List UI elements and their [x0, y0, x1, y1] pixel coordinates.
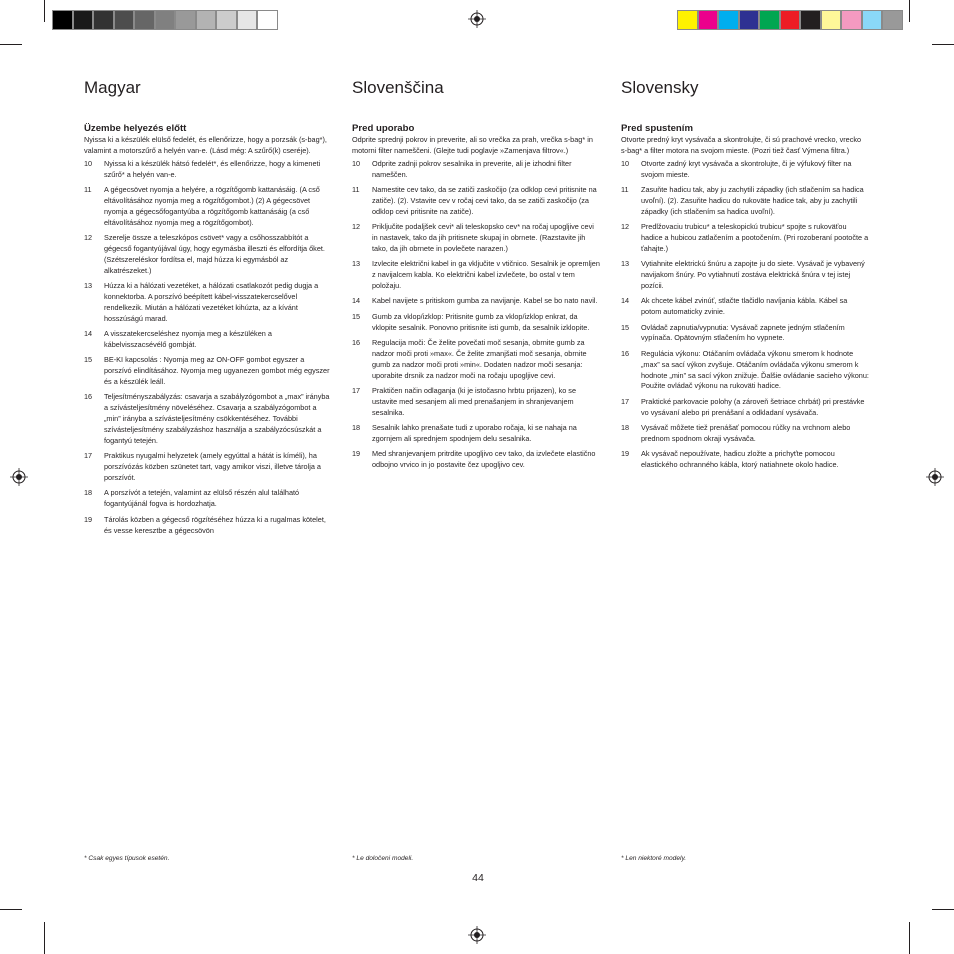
- instruction-item: [621, 296, 869, 318]
- instruction-item: [352, 296, 600, 307]
- item-number: 15: [84, 355, 93, 365]
- color-swatch: [73, 10, 94, 30]
- item-text: Predlžovaciu trubicu* a teleskopickú trubicu* spojte s rukoväťou hadice a hubicou zatlačením a pootočením. (Pri rozoberaní pootočte a ťahajte.): [641, 222, 869, 253]
- instruction-item: [352, 222, 600, 255]
- item-number: 11: [621, 185, 629, 195]
- item-text: Gumb za vklop/izklop: Pritisnite gumb za vklop/izklop enkrat, da vklopite sesalnik. Ponovno pritisnite isti gumb, da sesalnik izklopite.: [372, 311, 590, 332]
- color-swatch: [114, 10, 135, 30]
- item-text: Ak vysávač nepoužívate, hadicu zložte a prichyťte pomocou elastického ochranného kábla, ktorý natiahnete okolo hadice.: [641, 449, 839, 470]
- color-swatch: [257, 10, 278, 30]
- item-text: A visszatekercseléshez nyomja meg a készüléken a kábelvisszacsévélő gombját.: [104, 329, 272, 349]
- color-swatch: [698, 10, 719, 30]
- item-text: Izvlecite električni kabel in ga vključite v vtičnico. Sesalnik je opremljen z navijalcem kabla. Ko električni kabel izvlečete, bo ostal v tem položaju.: [372, 259, 600, 291]
- instruction-item: [84, 355, 332, 388]
- instruction-item: [352, 312, 600, 334]
- item-number: 16: [352, 337, 361, 347]
- instruction-item: [621, 159, 869, 181]
- color-swatch: [677, 10, 698, 30]
- item-number: 18: [621, 422, 630, 432]
- item-text: Praktické parkovacie polohy (a zároveň šetriace chrbát) pri prestávke vo vysávaní alebo pri prenášaní a odkladaní vysávača.: [641, 396, 865, 417]
- section-heading: Üzembe helyezés előtt: [84, 123, 187, 134]
- footnote: * Len niektoré modely.: [621, 855, 687, 862]
- page-number: 44: [472, 872, 484, 884]
- item-number: 17: [84, 451, 93, 461]
- item-text: A porszívót a tetején, valamint az elülső részén alul található fogantyújánál fogva is hordozhatja.: [104, 488, 300, 509]
- color-swatch: [800, 10, 821, 30]
- item-number: 13: [352, 259, 361, 269]
- item-number: 16: [84, 392, 93, 402]
- process-color-calibration-bar: [677, 10, 903, 30]
- item-text: Otvorte zadný kryt vysávača a skontrolujte, či je výfukový filter na svojom mieste.: [641, 158, 852, 179]
- color-swatch: [862, 10, 883, 30]
- instruction-item: [84, 488, 332, 510]
- crop-mark: [0, 909, 22, 910]
- instruction-item: [621, 397, 869, 419]
- item-text: Teljesítményszabályzás: csavarja a szabályzógombot a „max” irányba a szívásteljesítmény növeléséhez. Csavarja a szabályzógombot a „min” irányba a szívásteljesítmény csökkentéséhez. További szívásteljesítmény szabályzáshoz használja a szabályzócsúszkát a fogantyú tetején.: [104, 392, 330, 445]
- color-swatch: [759, 10, 780, 30]
- intro-paragraph: Nyissa ki a készülék elülső fedelét, és ellenőrizze, hogy a porzsák (s-bag*), valamint a motorszűrő a helyén van-e. (Lásd még: A szűrő(k) cseréje).: [84, 135, 327, 155]
- instruction-item: [84, 233, 332, 277]
- instruction-list: [621, 159, 869, 471]
- item-number: 10: [352, 158, 361, 168]
- instruction-list: [352, 159, 600, 471]
- instruction-item: [621, 423, 869, 445]
- color-swatch: [780, 10, 801, 30]
- instruction-item: [84, 515, 332, 537]
- instruction-item: [84, 329, 332, 351]
- instruction-item: [352, 185, 600, 218]
- item-text: Regulacija moči: Če želite povečati moč sesanja, obrnite gumb za nadzor moči proti »max«. Če želite zmanjšati moč sesanja, obrnite gumb za nadzor moči proti »min«. Dodaten nadzor moči sesanja: uporabite drsnik za nadzor moči na ročaju upogljive cevi.: [372, 337, 587, 380]
- intro-paragraph: Odprite sprednji pokrov in preverite, ali so vrečka za prah, vrečka s-bag* in motorni filter nameščeni. (Glejte tudi poglavje »Zamenjava filtrov«.): [352, 135, 593, 155]
- item-text: Kabel navijete s pritiskom gumba za navijanje. Kabel se bo nato navil.: [372, 296, 598, 306]
- instruction-item: [352, 259, 600, 292]
- registration-mark-icon: [926, 468, 944, 486]
- instruction-item: [352, 159, 600, 181]
- item-text: Vysávač môžete tiež prenášať pomocou rúčky na vrchnom alebo prednom spodnom okraji vysávača.: [641, 422, 851, 443]
- item-number: 19: [621, 449, 630, 459]
- instruction-item: [621, 323, 869, 345]
- item-text: Regulácia výkonu: Otáčaním ovládača výkonu smerom k hodnote „max” sa sací výkon zvyšuje. Otáčaním ovládača výkonu smerom k hodnote „min” sa sací výkon znižuje. Ďalšie ovládanie sacieho výkonu: Použite ovládač výkonu na rukoväti hadice.: [641, 348, 869, 391]
- item-text: Odprite zadnji pokrov sesalnika in preverite, ali je izhodni filter nameščen.: [372, 158, 572, 179]
- instruction-item: [352, 449, 600, 471]
- color-swatch: [52, 10, 73, 30]
- language-title: Slovenščina: [352, 78, 444, 97]
- item-text: Namestite cev tako, da se zatiči zaskočijo (za odklop cevi pritisnite na zatiče). (2). Vstavite cev v ročaj cevi tako, da se zatiči zaskočijo (za odklop cevi pritisnite na zatiče).: [372, 185, 597, 216]
- crop-mark: [44, 0, 45, 22]
- item-number: 10: [621, 158, 630, 168]
- instruction-item: [84, 281, 332, 325]
- instruction-item: [352, 338, 600, 382]
- instruction-item: [621, 349, 869, 393]
- instruction-item: [621, 222, 869, 255]
- item-number: 14: [621, 296, 630, 306]
- instruction-item: [352, 386, 600, 419]
- column-slovensky: [621, 78, 869, 475]
- instruction-item: [84, 185, 332, 229]
- color-swatch: [134, 10, 155, 30]
- color-swatch: [718, 10, 739, 30]
- grayscale-calibration-bar: [52, 10, 278, 30]
- item-number: 18: [352, 422, 361, 432]
- item-number: 11: [84, 185, 92, 195]
- color-swatch: [155, 10, 176, 30]
- instruction-item: [621, 185, 869, 218]
- item-text: Priključite podaljšek cevi* ali teleskopsko cev* na ročaj upogljive cevi in nastavek, tako da jih pritisnete skupaj in obrnete. (Razstavite jih tako, da jih obrnete in povlečete narazen.): [372, 222, 594, 253]
- intro-paragraph: Otvorte predný kryt vysávača a skontrolujte, či sú prachové vrecko, vrecko s-bag* a filter motora na svojom mieste. (Pozri tiež časť Výmena filtra.): [621, 135, 862, 155]
- crop-mark: [909, 922, 910, 954]
- item-number: 10: [84, 158, 93, 168]
- item-number: 13: [621, 259, 630, 269]
- item-text: Praktikus nyugalmi helyzetek (amely egyúttal a hátát is kíméli), ha porszívózás közben szünetet tart, vagy amikor viszi, illetve tárolja a porszívót.: [104, 451, 321, 483]
- registration-mark-icon: [468, 10, 486, 28]
- instruction-item: [84, 159, 332, 181]
- item-text: Szerelje össze a teleszkópos csövet* vagy a csőhosszabbítót a gégecső fogantyújával úgy, hogy egymásba illeszti és elfordítja őket. (Szétszereléskor fordítsa el, majd húzza ki egymásból az alkatrészeket.): [104, 233, 325, 275]
- item-text: Sesalnik lahko prenašate tudi z uporabo ročaja, ki se nahaja na zgornjem ali sprednjem spodnjem delu sesalnika.: [372, 422, 577, 443]
- item-number: 16: [621, 348, 630, 358]
- item-text: Med shranjevanjem pritrdite upogljivo cev tako, da izvlečete elastično odbojno vrvico in jo postavite čez upogljivo cev.: [372, 449, 596, 470]
- item-text: Húzza ki a hálózati vezetéket, a hálózati csatlakozót pedig dugja a konnektorba. A porszívó beépített kábel-visszatekercselővel rendelkezik. Miután a hálózati vezetéket kihúzta, az a kívánt hosszúságú marad.: [104, 281, 319, 323]
- item-number: 12: [84, 233, 93, 243]
- instruction-item: [84, 451, 332, 484]
- item-text: Praktičen način odlaganja (ki je istočasno hrbtu prijazen), ko se ustavite med sesanjem ali med prenašanjem in shranjevanjem sesalnika.: [372, 385, 577, 417]
- footnote: * Le določeni modeli.: [352, 855, 414, 862]
- item-number: 17: [352, 385, 361, 395]
- item-text: Ovládač zapnutia/vypnutia: Vysávač zapnete jedným stlačením vypínača. Opätovným stlačením ho vypnete.: [641, 322, 845, 343]
- instruction-item: [621, 449, 869, 471]
- color-swatch: [882, 10, 903, 30]
- instruction-item: [352, 423, 600, 445]
- color-swatch: [175, 10, 196, 30]
- color-swatch: [196, 10, 217, 30]
- item-number: 15: [621, 322, 630, 332]
- item-number: 14: [84, 329, 93, 339]
- crop-mark: [44, 922, 45, 954]
- color-swatch: [841, 10, 862, 30]
- color-swatch: [821, 10, 842, 30]
- item-number: 12: [621, 222, 630, 232]
- item-text: Vytiahnite elektrickú šnúru a zapojte ju do siete. Vysávač je vybavený navijakom šnúry. Po vytiahnutí zostáva elektrická šnúra v tej istej pozícii.: [641, 259, 865, 291]
- language-title: Slovensky: [621, 78, 699, 97]
- item-text: BE-KI kapcsolás : Nyomja meg az ON-OFF gombot egyszer a porszívó elindításához. Nyomja meg ugyanezen gombot még egyszer és a készülék leáll.: [104, 355, 330, 387]
- item-number: 17: [621, 396, 630, 406]
- color-swatch: [739, 10, 760, 30]
- column-slovenscina: [352, 78, 600, 475]
- item-number: 13: [84, 281, 93, 291]
- instruction-item: [84, 392, 332, 447]
- item-number: 19: [84, 514, 93, 524]
- section-heading: Pred uporabo: [352, 123, 415, 134]
- crop-mark: [909, 0, 910, 22]
- color-swatch: [216, 10, 237, 30]
- section-heading: Pred spustením: [621, 123, 693, 134]
- column-magyar: [84, 78, 332, 541]
- item-number: 15: [352, 311, 361, 321]
- instruction-item: [621, 259, 869, 292]
- item-number: 19: [352, 449, 361, 459]
- crop-mark: [932, 44, 954, 45]
- item-text: Zasuňte hadicu tak, aby ju zachytili západky (ich stlačením sa hadica uvoľní). (2). Zasuňte hadicu do rukoväte hadice tak, aby ju zachytili západky (ich stlačením sa hadica uvoľní).: [641, 185, 864, 216]
- item-number: 14: [352, 296, 361, 306]
- footnote: * Csak egyes típusok esetén.: [84, 855, 170, 862]
- item-number: 11: [352, 185, 360, 195]
- registration-mark-icon: [10, 468, 28, 486]
- language-title: Magyar: [84, 78, 141, 97]
- item-text: Nyissa ki a készülék hátsó fedelét*, és ellenőrizze, hogy a kimeneti szűrő* a helyén van-e.: [104, 158, 321, 179]
- item-number: 12: [352, 222, 361, 232]
- registration-mark-icon: [468, 926, 486, 944]
- crop-mark: [0, 44, 22, 45]
- item-number: 18: [84, 488, 93, 498]
- color-swatch: [237, 10, 258, 30]
- crop-mark: [932, 909, 954, 910]
- instruction-list: [84, 159, 332, 537]
- item-text: Tárolás közben a gégecső rögzítéséhez húzza ki a rugalmas kötelet, és vesse keresztbe a gégecsövön: [104, 514, 326, 535]
- color-swatch: [93, 10, 114, 30]
- item-text: A gégecsövet nyomja a helyére, a rögzítőgomb kattanásáig. (A cső eltávolításához nyomja meg a rögzítőgombot.) (2) A gégecsövet nyomja a gégecsőfogantyúba a rögzítőgomb kattanásáig (a cső eltávolításához nyomja meg a rögzítőgombot).: [104, 185, 320, 227]
- item-text: Ak chcete kábel zvinúť, stlačte tlačidlo navíjania kábla. Kábel sa potom automaticky zvinie.: [641, 296, 848, 317]
